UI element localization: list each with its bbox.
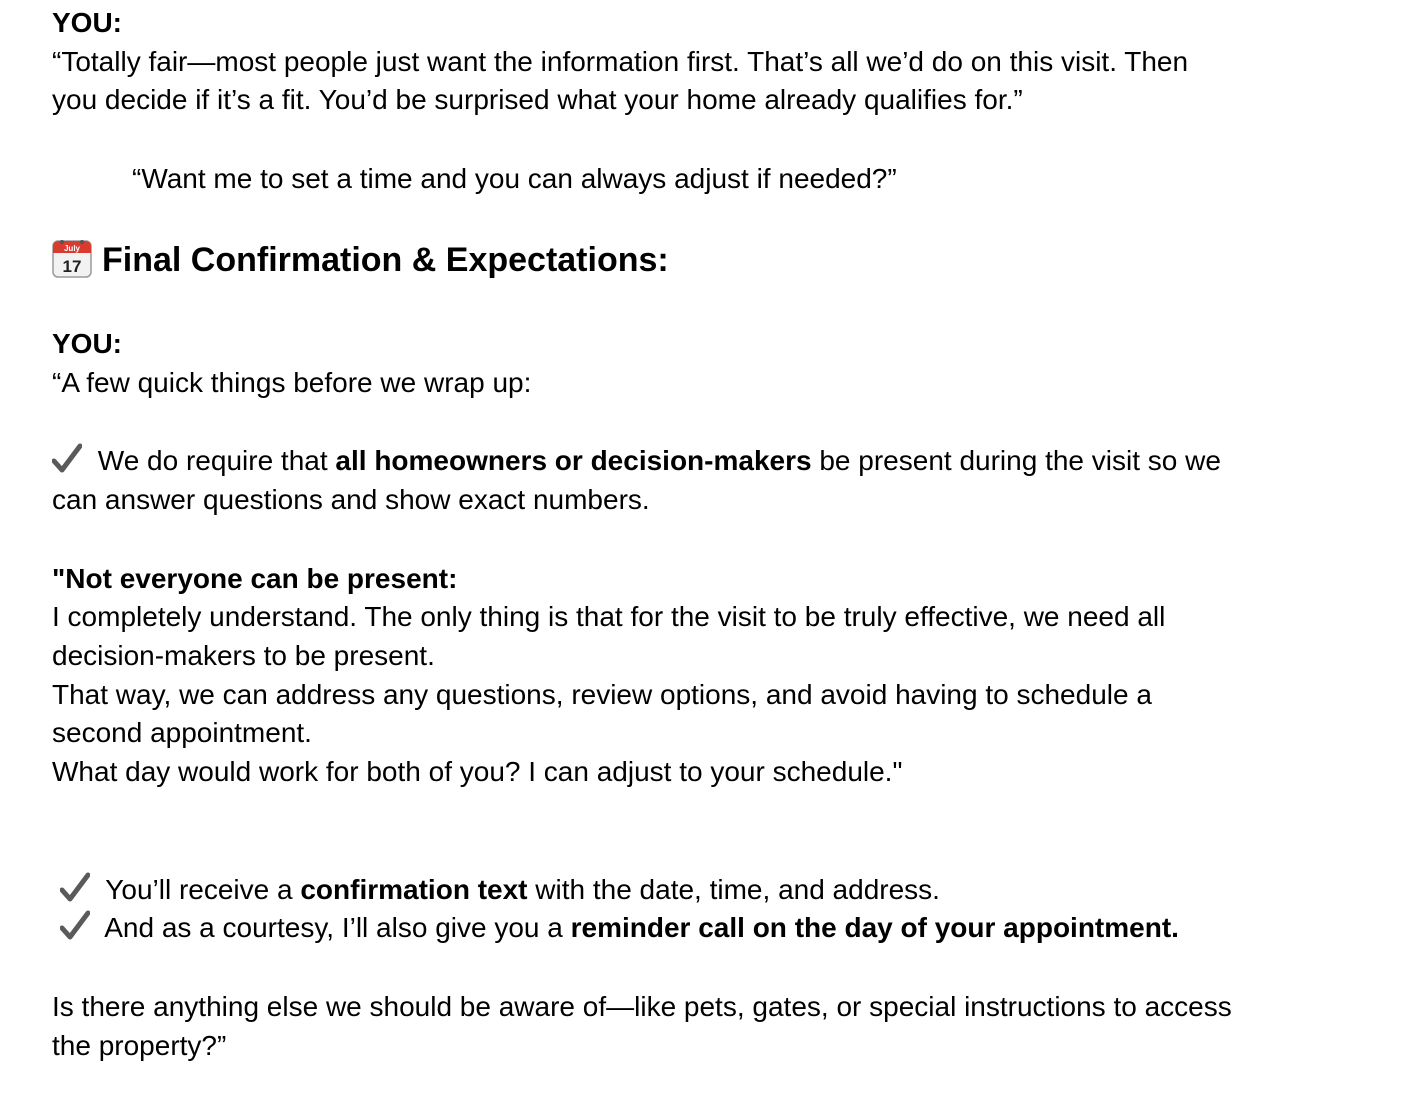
svg-text:17: 17 xyxy=(62,257,82,276)
check-mark-icon xyxy=(52,442,82,476)
heading-title: Final Confirmation & Expectations: xyxy=(102,241,669,279)
objection-line: decision-makers to be present. xyxy=(52,640,435,671)
svg-text:July: July xyxy=(63,244,81,253)
quote-line: “Totally fair—most people just want the information first. That’s all we’d do on this visit. Then xyxy=(52,46,1189,77)
intro-line: “A few quick things before we wrap up: xyxy=(52,367,532,398)
objection-line: What day would work for both of you? I can adjust to your schedule." xyxy=(52,756,903,787)
section-heading xyxy=(52,238,669,282)
speaker-label: YOU: xyxy=(52,328,122,359)
confirmation-item: You’ll receive a confirmation text with the date, time, and address. xyxy=(60,870,940,909)
objection-line: That way, we can address any questions, review options, and avoid having to schedule a xyxy=(52,679,1152,710)
objection-line: second appointment. xyxy=(52,717,312,748)
indented-quote: “Want me to set a time and you can always adjust if needed?” xyxy=(132,163,897,194)
closing-line: Is there anything else we should be aware of—like pets, gates, or special instructions to access xyxy=(52,991,1232,1022)
closing-line: the property?” xyxy=(52,1030,227,1061)
confirmation-item: And as a courtesy, I’ll also give you a reminder call on the day of your appointment. xyxy=(60,908,1179,947)
quote-line: you decide if it’s a fit. You’d be surprised what your home already qualifies for.” xyxy=(52,84,1023,115)
requirement-line: can answer questions and show exact numbers. xyxy=(52,484,650,515)
objection-title: "Not everyone can be present: xyxy=(52,563,458,594)
check-mark-icon xyxy=(60,909,90,943)
speaker-label: YOU: xyxy=(52,7,122,38)
calendar-icon xyxy=(52,238,92,278)
objection-line: I completely understand. The only thing is that for the visit to be truly effective, we need all xyxy=(52,601,1166,632)
check-mark-icon xyxy=(60,871,90,905)
requirement-line: We do require that all homeowners or decision-makers be present during the visit so we xyxy=(52,441,1221,480)
